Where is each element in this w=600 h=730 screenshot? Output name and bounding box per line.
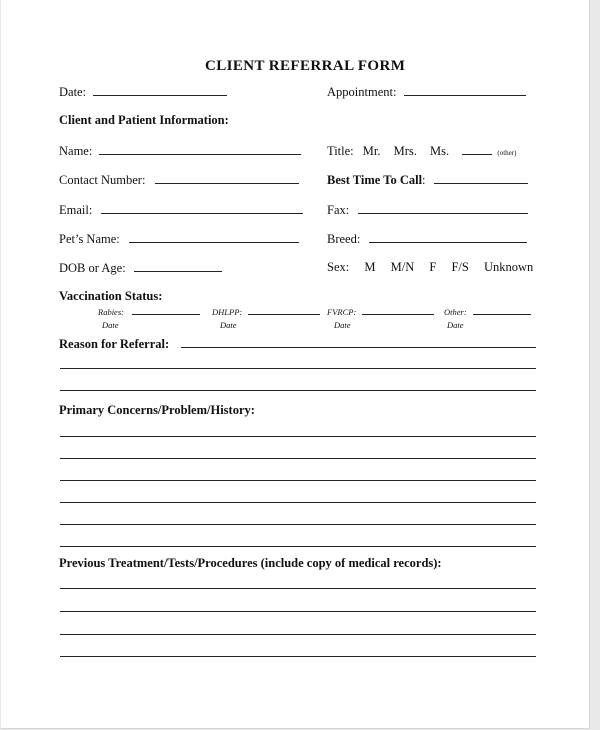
- contact-field[interactable]: [59, 172, 299, 187]
- treatment-line[interactable]: [60, 588, 536, 589]
- sex-option-m[interactable]: M: [364, 260, 376, 274]
- title-option-mr[interactable]: Mr.: [362, 144, 381, 158]
- appointment-label: Appointment:: [327, 85, 397, 99]
- vacc-fvrcp-field[interactable]: [327, 305, 434, 319]
- concerns-line[interactable]: [60, 480, 536, 481]
- vaccination-heading: Vaccination Status:: [59, 289, 163, 303]
- vacc-other-field[interactable]: [444, 305, 531, 319]
- sex-option-fs[interactable]: F/S: [451, 260, 469, 274]
- sex-label: Sex:: [327, 260, 350, 274]
- name-blank[interactable]: [99, 143, 301, 155]
- best-time-blank[interactable]: [434, 172, 528, 184]
- vacc-fvrcp-label: FVRCP:: [327, 307, 357, 317]
- sex-option-mn[interactable]: M/N: [390, 260, 415, 274]
- title-option-ms[interactable]: Ms.: [430, 144, 450, 158]
- fax-label: Fax:: [327, 203, 350, 217]
- breed-field[interactable]: [327, 231, 527, 246]
- best-time-field[interactable]: [327, 172, 528, 187]
- vacc-dhlpp-label: DHLPP:: [212, 307, 243, 317]
- form-title: CLIENT REFERRAL FORM: [205, 58, 406, 74]
- sex-option-unknown[interactable]: Unknown: [483, 260, 534, 274]
- email-label: Email:: [59, 203, 93, 217]
- dob-field[interactable]: [59, 260, 222, 275]
- contact-label: Contact Number:: [59, 173, 146, 187]
- contact-blank[interactable]: [155, 172, 299, 184]
- reason-line[interactable]: [181, 347, 536, 348]
- vacc-rabies-label: Rabies:: [98, 307, 124, 317]
- vacc-rabies-blank[interactable]: [132, 305, 200, 315]
- fax-blank[interactable]: [358, 202, 528, 214]
- dob-label: DOB or Age:: [59, 261, 126, 275]
- name-field[interactable]: [59, 143, 301, 158]
- date-field[interactable]: [59, 84, 227, 99]
- best-time-label: Best Time To Call: [327, 173, 423, 187]
- concerns-line[interactable]: [60, 436, 536, 437]
- email-blank[interactable]: [101, 202, 303, 214]
- sex-field[interactable]: [327, 260, 533, 274]
- vacc-other-label: Other:: [444, 307, 467, 317]
- vacc-other-blank[interactable]: [473, 305, 531, 315]
- vacc-fvrcp-blank[interactable]: [362, 305, 434, 315]
- reason-line[interactable]: [60, 390, 536, 391]
- appointment-field[interactable]: [327, 84, 526, 99]
- pet-name-field[interactable]: [59, 231, 299, 246]
- reason-heading: Reason for Referral:: [59, 337, 170, 351]
- name-label: Name:: [59, 144, 93, 158]
- sex-option-f[interactable]: F: [429, 260, 437, 274]
- concerns-heading: Primary Concerns/Problem/History:: [59, 403, 255, 417]
- treatment-line[interactable]: [60, 656, 536, 657]
- concerns-line[interactable]: [60, 458, 536, 459]
- title-option-mrs[interactable]: Mrs.: [393, 144, 417, 158]
- date-blank[interactable]: [93, 84, 227, 96]
- pet-name-blank[interactable]: [129, 231, 299, 243]
- email-field[interactable]: [59, 202, 303, 217]
- vacc-dhlpp-field[interactable]: [212, 305, 320, 319]
- appointment-blank[interactable]: [404, 84, 526, 96]
- treatment-line[interactable]: [60, 634, 536, 635]
- title-other-label: (other): [497, 149, 517, 157]
- title-field[interactable]: [327, 143, 516, 160]
- vacc-dhlpp-date: Date: [220, 320, 237, 330]
- concerns-line[interactable]: [60, 524, 536, 525]
- date-label: Date:: [59, 85, 87, 99]
- vacc-fvrcp-date: Date: [334, 320, 351, 330]
- title-label: Title:: [327, 144, 354, 158]
- treatment-heading: Previous Treatment/Tests/Procedures (include copy of medical records):: [59, 556, 442, 570]
- vacc-dhlpp-blank[interactable]: [248, 305, 320, 315]
- vacc-rabies-field[interactable]: [98, 305, 200, 319]
- treatment-line[interactable]: [60, 611, 536, 612]
- breed-label: Breed:: [327, 232, 361, 246]
- dob-blank[interactable]: [134, 260, 222, 272]
- breed-blank[interactable]: [369, 231, 527, 243]
- client-info-heading: Client and Patient Information:: [59, 113, 229, 127]
- vacc-other-date: Date: [447, 320, 464, 330]
- reason-line[interactable]: [60, 368, 536, 369]
- pet-name-label: Pet’s Name:: [59, 232, 120, 246]
- concerns-line[interactable]: [60, 502, 536, 503]
- title-other-blank[interactable]: [462, 143, 492, 155]
- concerns-line[interactable]: [60, 546, 536, 547]
- form-page: [1, 0, 590, 729]
- fax-field[interactable]: [327, 202, 528, 217]
- vacc-rabies-date: Date: [102, 320, 119, 330]
- best-time-colon: :: [422, 173, 426, 187]
